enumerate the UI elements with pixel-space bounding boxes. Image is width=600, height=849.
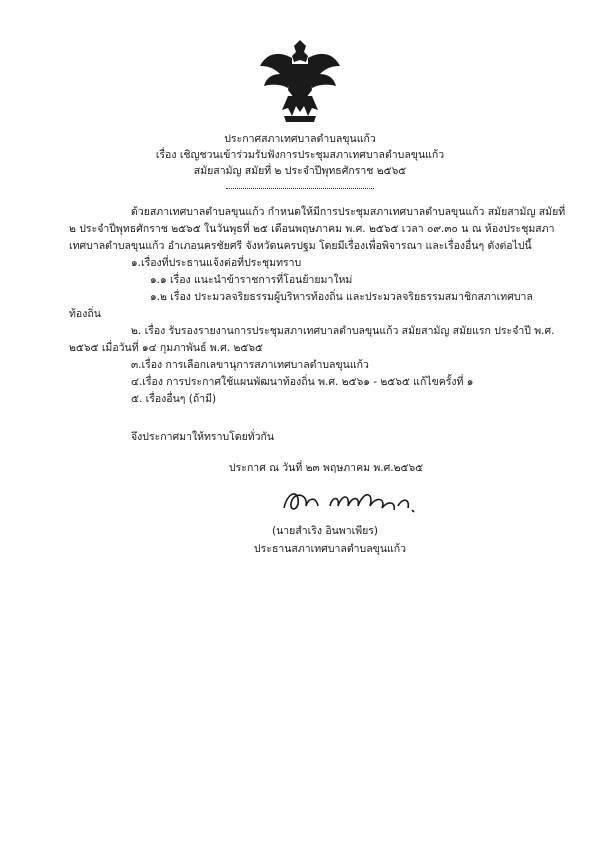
agenda-item-5: ๕. เรื่องอื่นๆ (ถ้ามี) xyxy=(131,393,217,405)
agenda-item-1-2: ๑.๒ เรื่อง ประมวลจริยธรรมผู้บริหารท้องถิ่น และประมวลจริยธรรมสมาชิกสภาเทศบาล xyxy=(150,291,533,303)
agenda-item-1: ๑.เรื่องที่ประธานแจ้งต่อที่ประชุมทราบ xyxy=(131,257,302,269)
announcement-title: ประกาศสภาเทศบาลตำบลขุนแก้ว xyxy=(224,133,376,145)
body-line: เทศบาลตำบลขุนแก้ว อำเภอนครชัยศรี จังหวัดนครปฐม โดยมีเรื่องเพื่อพิจารณา และเรื่องอื่นๆ ดังต่อไปนี้ xyxy=(69,240,532,252)
agenda-item-3: ๓.เรื่อง การเลือกเลขานุการสภาเทศบาลตำบลขุนแก้ว xyxy=(131,359,369,371)
closing-statement: จึงประกาศมาให้ทราบโดยทั่วกัน xyxy=(131,431,275,443)
agenda-item-2: ๒. เรื่อง รับรองรายงานการประชุมสภาเทศบาลตำบลขุนแก้ว สมัยสามัญ สมัยแรก ประจำปี พ.ศ. xyxy=(131,325,555,337)
agenda-item-2-cont: ๒๕๖๕ เมื่อวันที่ ๑๔ กุมภาพันธ์ พ.ศ. ๒๕๖๕ xyxy=(69,342,263,354)
body-line: ๒ ประจำปีพุทธศักราช ๒๕๖๕ ในวันพุธที่ ๒๕ เดือนพฤษภาคม พ.ศ. ๒๕๖๕ เวลา ๐๙.๓๐ น ณ ห้องประชุมสภา xyxy=(69,223,555,235)
agenda-item-1-2-cont: ท้องถิ่น xyxy=(69,308,101,320)
agenda-item-4: ๔.เรื่อง การประกาศใช้แผนพัฒนาท้องถิ่น พ.ศ. ๒๕๖๑ - ๒๕๖๕ แก้ไขครั้งที่ ๑ xyxy=(131,376,474,388)
signer-name: (นายสำเริง อินพาเพียร) xyxy=(272,525,379,537)
garuda-emblem xyxy=(258,36,342,124)
signer-position: ประธานสภาเทศบาลตำบลขุนแก้ว xyxy=(254,543,407,555)
divider-dots xyxy=(226,188,374,189)
body-line: ด้วยสภาเทศบาลตำบลขุนแก้ว กำหนดให้มีการประชุมสภาเทศบาลตำบลขุนแก้ว สมัยสามัญ สมัยที่ xyxy=(131,206,566,218)
announcement-session: สมัยสามัญ สมัยที่ ๒ ประจำปีพุทธศักราช ๒๕๖๕ xyxy=(193,165,407,177)
announcement-subject: เรื่อง เชิญชวนเข้าร่วมรับฟังการประชุมสภาเทศบาลตำบลขุนแก้ว xyxy=(155,149,445,161)
handwritten-signature xyxy=(278,484,428,518)
announcement-date: ประกาศ ณ วันที่ ๒๓ พฤษภาคม พ.ศ.๒๕๖๕ xyxy=(229,462,424,474)
agenda-item-1-1: ๑.๑ เรื่อง แนะนำข้าราชการที่โอนย้ายมาใหม่ xyxy=(150,274,353,286)
